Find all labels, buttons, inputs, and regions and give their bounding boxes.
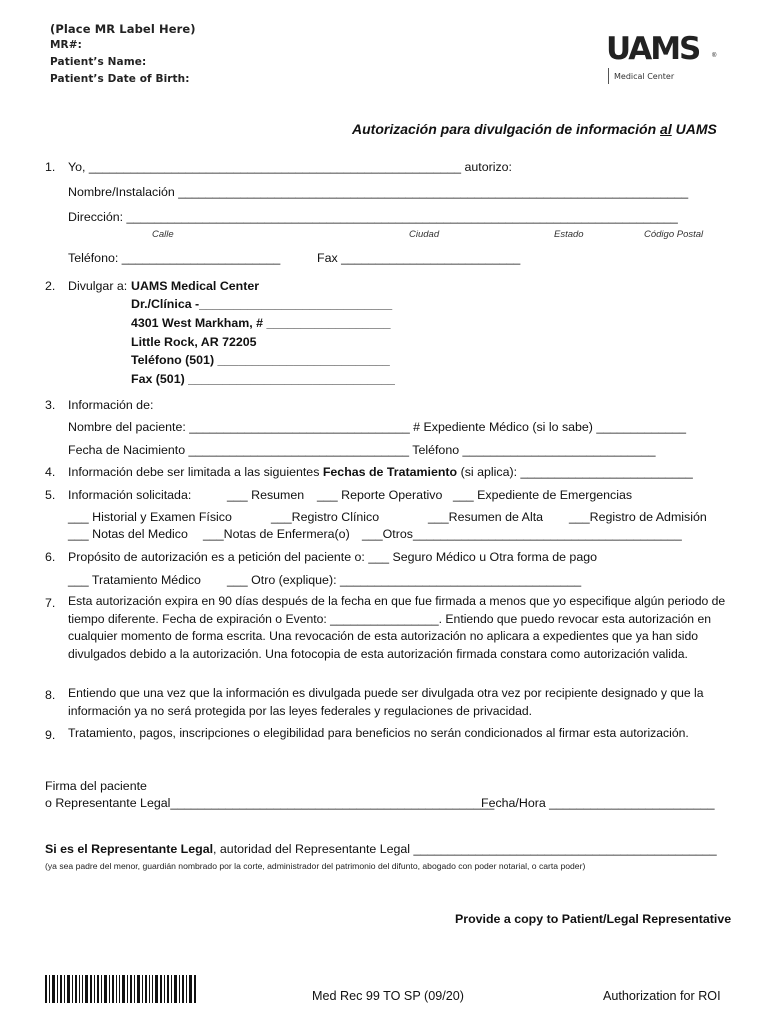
- informacion-de-label: Información de:: [68, 398, 154, 412]
- section-4-number: 4.: [45, 465, 56, 479]
- title-part-1: Autorización para divulgación de información: [352, 121, 661, 137]
- signature-field[interactable]: o Representante Legal_______________________________________________: [45, 796, 495, 810]
- logo-subtitle: Medical Center: [614, 72, 675, 81]
- copy-instruction: Provide a copy to Patient/Legal Representative: [455, 912, 732, 926]
- recipient-clinic-field[interactable]: Dr./Clínica -____________________________: [131, 297, 393, 311]
- section-9-number: 9.: [45, 728, 56, 742]
- fax-field[interactable]: Fax __________________________: [317, 251, 521, 265]
- registro-clinico-option[interactable]: ___Registro Clínico: [271, 510, 380, 524]
- resumen-alta-option[interactable]: ___Resumen de Alta: [428, 510, 544, 524]
- estado-label: Estado: [554, 229, 584, 240]
- title-part-2: UAMS: [671, 121, 717, 137]
- patient-dob-label: Patient’s Date of Birth:: [50, 73, 190, 85]
- section-2-number: 2.: [45, 279, 56, 293]
- firma-paciente-label: Firma del paciente: [45, 779, 147, 793]
- otro-explique-field[interactable]: ___ Otro (explique): ___________________________________: [227, 573, 582, 587]
- historial-examen-option[interactable]: ___ Historial y Examen Físico: [68, 510, 232, 524]
- barcode: [45, 975, 197, 1003]
- resumen-option[interactable]: ___ Resumen: [227, 488, 305, 502]
- legal-rep-bold: Si es el Representante Legal: [45, 842, 214, 856]
- treatment-dates-blank: (si aplica): _________________________: [457, 465, 693, 479]
- uams-logo: [606, 31, 716, 85]
- page-title: [352, 121, 717, 137]
- calle-label: Calle: [152, 229, 174, 240]
- mr-number-label: MR#:: [50, 39, 82, 51]
- recipient-address-field[interactable]: 4301 West Markham, # __________________: [131, 316, 391, 330]
- proposito-seguro-option[interactable]: Propósito de autorización es a petición del paciente o: ___ Seguro Médico u Otra forma de pago: [68, 550, 597, 564]
- recipient-name: UAMS Medical Center: [131, 279, 260, 293]
- title-underlined: al: [660, 121, 672, 137]
- otros-option[interactable]: ___Otros_______________________________________: [362, 527, 682, 541]
- patient-name-label: Patient’s Name:: [50, 56, 147, 68]
- section-5-number: 5.: [45, 488, 56, 502]
- nombre-instalacion-field[interactable]: Nombre/Instalación __________________________________________________________________________: [68, 185, 689, 199]
- direccion-field[interactable]: Dirección: ________________________________________________________________________________: [68, 210, 678, 224]
- logo-divider: [608, 68, 609, 84]
- reporte-operativo-option[interactable]: ___ Reporte Operativo: [317, 488, 443, 502]
- section-8-number: 8.: [45, 688, 56, 702]
- logo-registered-mark: ®: [712, 53, 717, 59]
- registro-admision-option[interactable]: ___Registro de Admisión: [569, 510, 707, 524]
- treatment-dates-field[interactable]: [68, 465, 693, 480]
- conditions-paragraph: Tratamiento, pagos, inscripciones o elegibilidad para beneficios no serán condicionados al firmar esta autorización.: [68, 726, 689, 740]
- logo-text: UAMS: [606, 31, 700, 67]
- divulgar-a-label: Divulgar a:: [68, 279, 128, 293]
- expediente-emergencias-option[interactable]: ___ Expediente de Emergencias: [453, 488, 633, 502]
- section-3-number: 3.: [45, 398, 56, 412]
- patient-name-mrn-field[interactable]: Nombre del paciente: ________________________________ # Expediente Médico (si lo sabe) _____________: [68, 420, 686, 434]
- codigo-postal-label: Código Postal: [644, 229, 704, 240]
- form-code: Med Rec 99 TO SP (09/20): [312, 989, 464, 1003]
- section-1-number: 1.: [45, 160, 56, 174]
- recipient-city: Little Rock, AR 72205: [131, 335, 257, 349]
- ciudad-label: Ciudad: [409, 229, 440, 240]
- informacion-solicitada-label: Información solicitada:: [68, 488, 192, 502]
- legal-rep-authority-field[interactable]: [45, 842, 717, 857]
- dob-phone-field[interactable]: Fecha de Nacimiento ________________________________ Teléfono ____________________________: [68, 443, 656, 457]
- recipient-phone-field[interactable]: Teléfono (501) _________________________: [131, 353, 390, 367]
- legal-rep-text: , autoridad del Representante Legal ____________________________________________: [213, 842, 717, 856]
- redisclosure-paragraph: Entiendo que una vez que la información es divulgada puede ser divulgada otra vez por recipiente designado y que la información ya no será protegida por las leyes federales y regulaciones de privacidad.: [68, 686, 704, 718]
- notas-medico-option[interactable]: ___ Notas del Medico: [68, 527, 188, 541]
- form-title: Authorization for ROI: [603, 989, 721, 1003]
- recipient-fax-field[interactable]: Fax (501) ______________________________: [131, 372, 395, 386]
- section-7-number: 7.: [45, 596, 56, 610]
- legal-rep-note: (ya sea padre del menor, guardián nombrado por la corte, administrador del patrimonio del difunto, abogado con poder notarial, o carta poder): [45, 861, 586, 871]
- treatment-dates-text: Información debe ser limitada a las siguientes: [68, 465, 323, 479]
- expiration-paragraph: Esta autorización expira en 90 días después de la fecha en que fue firmada a menos que yo especifique algún periodo de tiempo diferente. Fecha de expiración o Evento: ________________. Entiendo que puedo revocar esta autorización en cualquier momento de forma escrita. Una revocación de esta autorización no aplicara a expedientes que ya han sido divulgados debido a la autorización. Una fotocopia de esta autorización firmada constara como autorización valida.: [68, 594, 726, 661]
- notas-enfermera-option[interactable]: ___Notas de Enfermera(o): [203, 527, 350, 541]
- mr-label-title: (Place MR Label Here): [50, 22, 196, 36]
- section-6-number: 6.: [45, 550, 56, 564]
- tratamiento-medico-option[interactable]: ___ Tratamiento Médico: [68, 573, 201, 587]
- fecha-hora-field[interactable]: Fecha/Hora ________________________: [481, 796, 715, 810]
- treatment-dates-bold: Fechas de Tratamiento: [322, 465, 458, 479]
- telefono-field[interactable]: Teléfono: _______________________: [68, 251, 281, 265]
- yo-autorizo-field[interactable]: Yo, ______________________________________________________ autorizo:: [68, 160, 512, 174]
